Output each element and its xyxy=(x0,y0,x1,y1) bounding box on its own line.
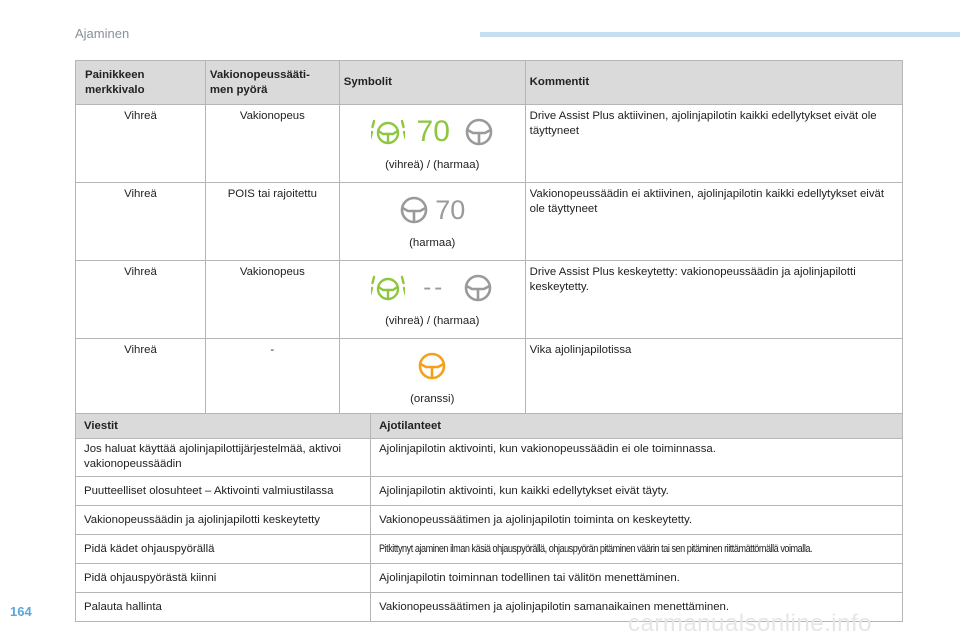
symbol-caption: (harmaa) xyxy=(409,237,456,249)
steering-wheel-lane-icon xyxy=(371,273,405,303)
watermark: carmanualsonline.info xyxy=(628,610,872,637)
comment-cell: Drive Assist Plus keskeytetty: vakionopeussäädin ja ajolinjapilotti keskeytetty. xyxy=(525,261,902,339)
table-row xyxy=(76,439,903,477)
header-indicator: Painikkeen merkkivalo xyxy=(76,61,206,105)
symbols-table xyxy=(75,60,903,417)
section-title: Ajaminen xyxy=(75,26,130,41)
steering-wheel-lane-icon xyxy=(371,117,405,147)
table-header-row xyxy=(76,61,903,105)
table-row xyxy=(76,183,903,261)
table-header-row xyxy=(76,414,903,439)
header-wheel: Vakionopeussääti- men pyörä xyxy=(205,61,339,105)
speed-value: -- xyxy=(423,274,446,301)
situation-cell: Ajolinjapilotin aktivointi, kun vakionopeussäädin ei ole toiminnassa. xyxy=(371,439,903,477)
table-row xyxy=(76,564,903,593)
symbol-cell xyxy=(339,105,525,183)
table-row xyxy=(76,339,903,417)
wheel-cell: - xyxy=(205,339,339,417)
steering-wheel-icon xyxy=(417,351,447,381)
message-cell: Pidä ohjauspyörästä kiinni xyxy=(76,564,371,593)
indicator-cell: Vihreä xyxy=(76,183,206,261)
table-row xyxy=(76,105,903,183)
wheel-cell: Vakionopeus xyxy=(205,261,339,339)
situation-cell: Vakionopeussäätimen ja ajolinjapilotin toiminta on keskeytetty. xyxy=(371,506,903,535)
comment-cell: Vika ajolinjapilotissa xyxy=(525,339,902,417)
messages-table xyxy=(75,413,903,622)
symbol-cell xyxy=(339,339,525,417)
symbol-cell xyxy=(339,261,525,339)
situation-text: Pitkittynyt ajaminen ilman käsiä ohjauspyörällä, ohjauspyörän pitäminen väärin tai sen pitäminen riittämättömällä voimalla. xyxy=(379,543,813,555)
header-comments: Kommentit xyxy=(525,61,902,105)
message-cell: Palauta hallinta xyxy=(76,593,371,622)
table-row xyxy=(76,535,903,564)
steering-wheel-icon xyxy=(464,117,494,147)
message-cell: Pidä kädet ohjauspyörällä xyxy=(76,535,371,564)
wheel-cell: Vakionopeus xyxy=(205,105,339,183)
message-cell: Puutteelliset olosuhteet – Aktivointi valmiustilassa xyxy=(76,477,371,506)
situation-cell: Vakionopeussäätimen ja ajolinjapilotin samanaikainen menettäminen. xyxy=(371,593,903,622)
page-number: 164 xyxy=(10,604,32,619)
situation-cell: Ajolinjapilotin toiminnan todellinen tai välitön menettäminen. xyxy=(371,564,903,593)
table-row xyxy=(76,261,903,339)
comment-cell: Drive Assist Plus aktiivinen, ajolinjapilotin kaikki edellytykset eivät ole täyttyneet xyxy=(525,105,902,183)
situation-cell xyxy=(371,535,903,564)
steering-wheel-icon xyxy=(399,195,429,225)
header-bar xyxy=(480,32,960,37)
comment-cell: Vakionopeussäädin ei aktiivinen, ajolinjapilotin kaikki edellytykset eivät ole täyttyneet xyxy=(525,183,902,261)
speed-value: 70 xyxy=(435,194,466,225)
symbol-caption: (oranssi) xyxy=(410,393,455,405)
wheel-cell: POIS tai rajoitettu xyxy=(205,183,339,261)
header-messages: Viestit xyxy=(76,414,371,439)
message-cell: Jos haluat käyttää ajolinjapilottijärjestelmää, aktivoi vakionopeussäädin xyxy=(76,439,371,477)
speed-value: 70 xyxy=(416,115,450,148)
steering-wheel-icon xyxy=(463,273,493,303)
symbol-cell xyxy=(339,183,525,261)
header-symbols: Symbolit xyxy=(339,61,525,105)
message-cell: Vakionopeussäädin ja ajolinjapilotti keskeytetty xyxy=(76,506,371,535)
table-row xyxy=(76,506,903,535)
header-situations: Ajotilanteet xyxy=(371,414,903,439)
indicator-cell: Vihreä xyxy=(76,105,206,183)
symbol-caption: (vihreä) / (harmaa) xyxy=(385,159,480,171)
symbol-caption: (vihreä) / (harmaa) xyxy=(385,315,480,327)
situation-cell: Ajolinjapilotin aktivointi, kun kaikki edellytykset eivät täyty. xyxy=(371,477,903,506)
indicator-cell: Vihreä xyxy=(76,261,206,339)
table-row xyxy=(76,477,903,506)
indicator-cell: Vihreä xyxy=(76,339,206,417)
